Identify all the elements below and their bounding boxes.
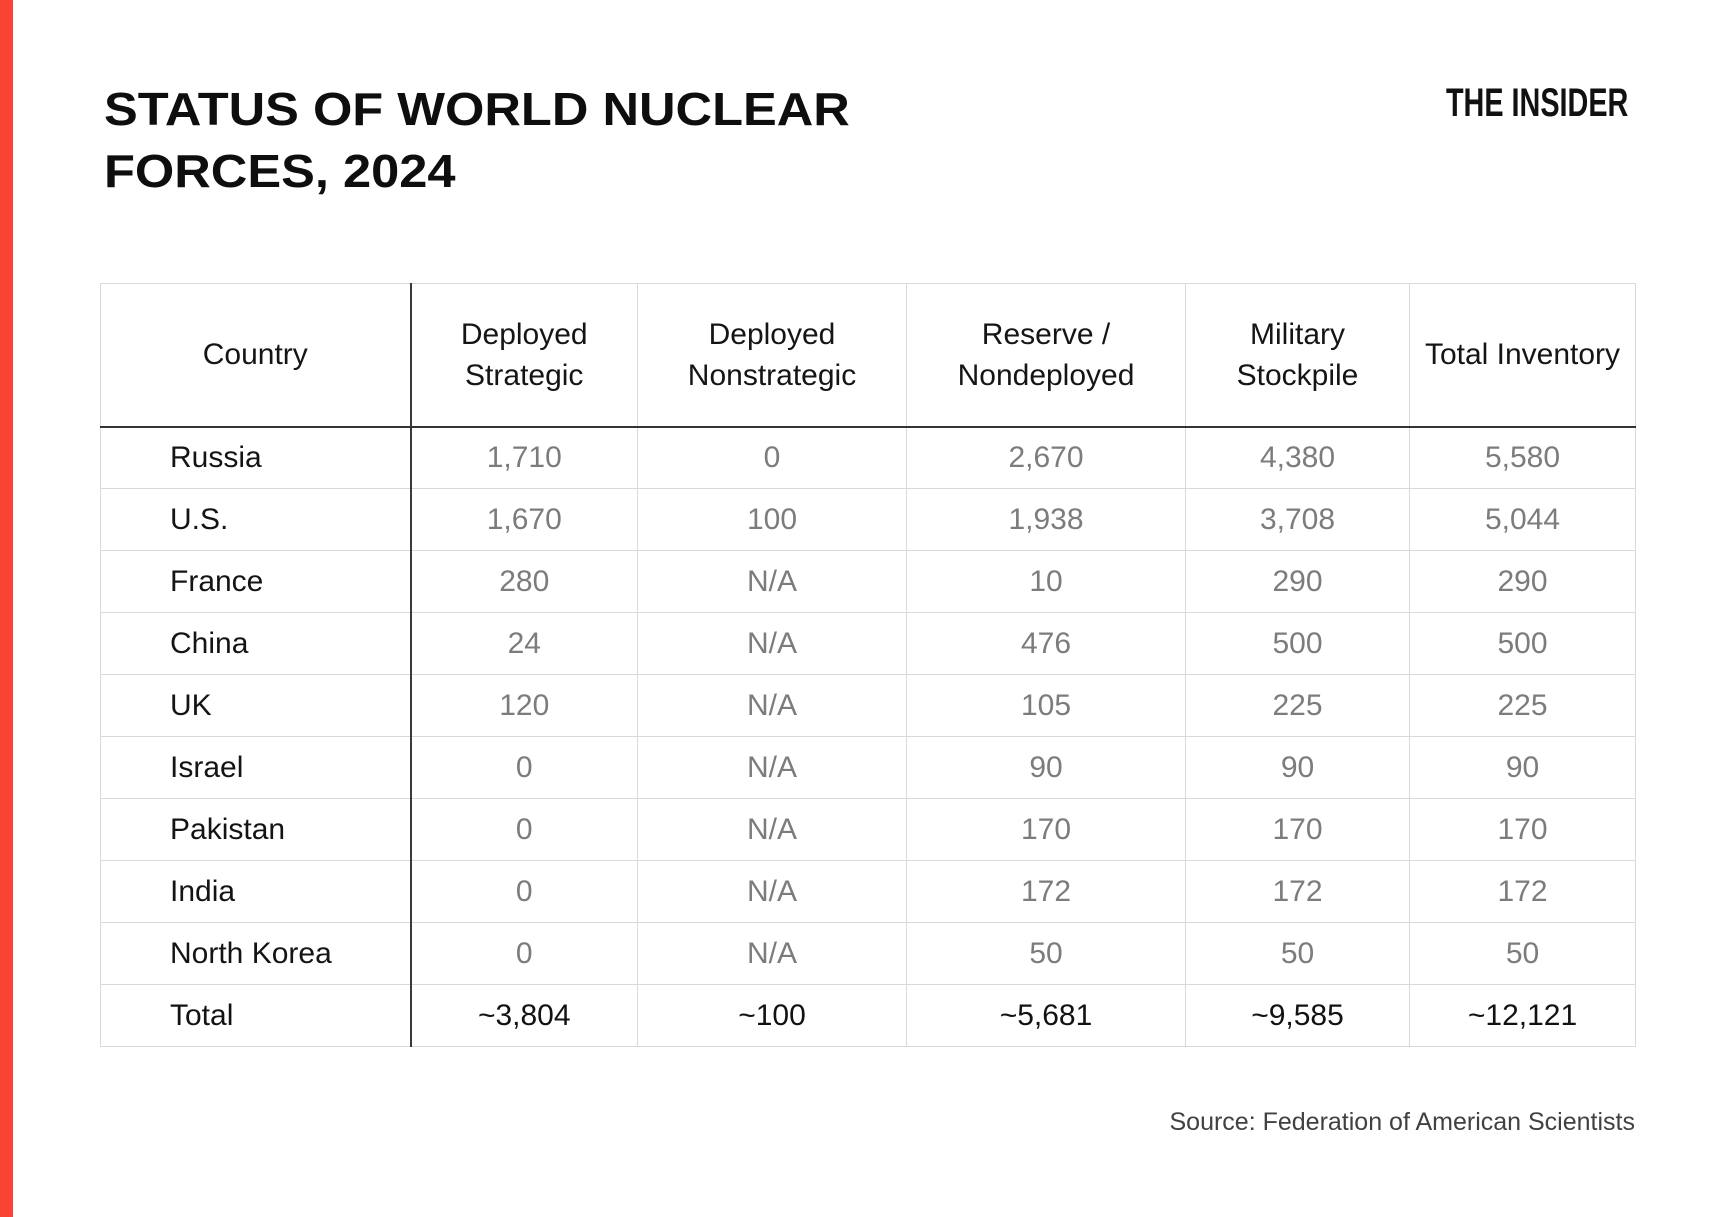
value-cell: 0: [411, 923, 638, 985]
value-cell: 1,938: [907, 489, 1186, 551]
value-cell: 500: [1410, 613, 1636, 675]
value-cell: 225: [1410, 675, 1636, 737]
country-cell: North Korea: [101, 923, 411, 985]
country-cell: Total: [101, 985, 411, 1047]
nuclear-forces-table: [100, 283, 1636, 1047]
value-cell: 172: [907, 861, 1186, 923]
column-header-4: Military Stockpile: [1186, 284, 1410, 427]
value-cell: 50: [1186, 923, 1410, 985]
value-cell: N/A: [638, 675, 907, 737]
value-cell: 105: [907, 675, 1186, 737]
table-row: [101, 923, 1636, 985]
value-cell: ~100: [638, 985, 907, 1047]
table-row: [101, 427, 1636, 489]
value-cell: N/A: [638, 861, 907, 923]
value-cell: 90: [1186, 737, 1410, 799]
value-cell: N/A: [638, 799, 907, 861]
value-cell: 500: [1186, 613, 1410, 675]
value-cell: 170: [907, 799, 1186, 861]
value-cell: ~9,585: [1186, 985, 1410, 1047]
value-cell: 5,044: [1410, 489, 1636, 551]
value-cell: 90: [907, 737, 1186, 799]
value-cell: 290: [1186, 551, 1410, 613]
page-title-line1: STATUS OF WORLD NUCLEAR: [104, 83, 850, 135]
value-cell: 24: [411, 613, 638, 675]
value-cell: 476: [907, 613, 1186, 675]
value-cell: 0: [411, 737, 638, 799]
value-cell: ~3,804: [411, 985, 638, 1047]
table-row: [101, 613, 1636, 675]
value-cell: 172: [1410, 861, 1636, 923]
table-row: [101, 489, 1636, 551]
country-cell: China: [101, 613, 411, 675]
value-cell: 225: [1186, 675, 1410, 737]
value-cell: 10: [907, 551, 1186, 613]
table-row: [101, 551, 1636, 613]
header-row: [101, 284, 1636, 427]
country-cell: France: [101, 551, 411, 613]
page-title-line2: FORCES, 2024: [104, 145, 456, 197]
value-cell: 4,380: [1186, 427, 1410, 489]
value-cell: 170: [1186, 799, 1410, 861]
country-cell: Pakistan: [101, 799, 411, 861]
country-cell: UK: [101, 675, 411, 737]
value-cell: ~5,681: [907, 985, 1186, 1047]
source-note: Source: Federation of American Scientists: [1169, 1108, 1635, 1136]
country-cell: U.S.: [101, 489, 411, 551]
value-cell: N/A: [638, 551, 907, 613]
value-cell: 50: [907, 923, 1186, 985]
value-cell: 1,670: [411, 489, 638, 551]
value-cell: N/A: [638, 923, 907, 985]
value-cell: 0: [411, 799, 638, 861]
country-cell: India: [101, 861, 411, 923]
value-cell: 100: [638, 489, 907, 551]
column-header-5: Total Inventory: [1410, 284, 1636, 427]
table-row: [101, 737, 1636, 799]
value-cell: 0: [638, 427, 907, 489]
value-cell: 50: [1410, 923, 1636, 985]
value-cell: 1,710: [411, 427, 638, 489]
value-cell: ~12,121: [1410, 985, 1636, 1047]
total-row: [101, 985, 1636, 1047]
accent-bar: [0, 0, 13, 1217]
table-row: [101, 861, 1636, 923]
value-cell: 0: [411, 861, 638, 923]
value-cell: 5,580: [1410, 427, 1636, 489]
value-cell: 280: [411, 551, 638, 613]
value-cell: 120: [411, 675, 638, 737]
country-cell: Israel: [101, 737, 411, 799]
value-cell: 90: [1410, 737, 1636, 799]
value-cell: 2,670: [907, 427, 1186, 489]
page-title: [104, 78, 850, 202]
table-row: [101, 799, 1636, 861]
value-cell: 3,708: [1186, 489, 1410, 551]
column-header-0: Country: [101, 284, 411, 427]
value-cell: 290: [1410, 551, 1636, 613]
column-header-2: Deployed Nonstrategic: [638, 284, 907, 427]
value-cell: N/A: [638, 737, 907, 799]
column-header-3: Reserve / Nondeployed: [907, 284, 1186, 427]
brand-logo: THE INSIDER: [1445, 81, 1628, 125]
column-header-1: Deployed Strategic: [411, 284, 638, 427]
table-row: [101, 675, 1636, 737]
country-cell: Russia: [101, 427, 411, 489]
value-cell: 172: [1186, 861, 1410, 923]
value-cell: N/A: [638, 613, 907, 675]
value-cell: 170: [1410, 799, 1636, 861]
